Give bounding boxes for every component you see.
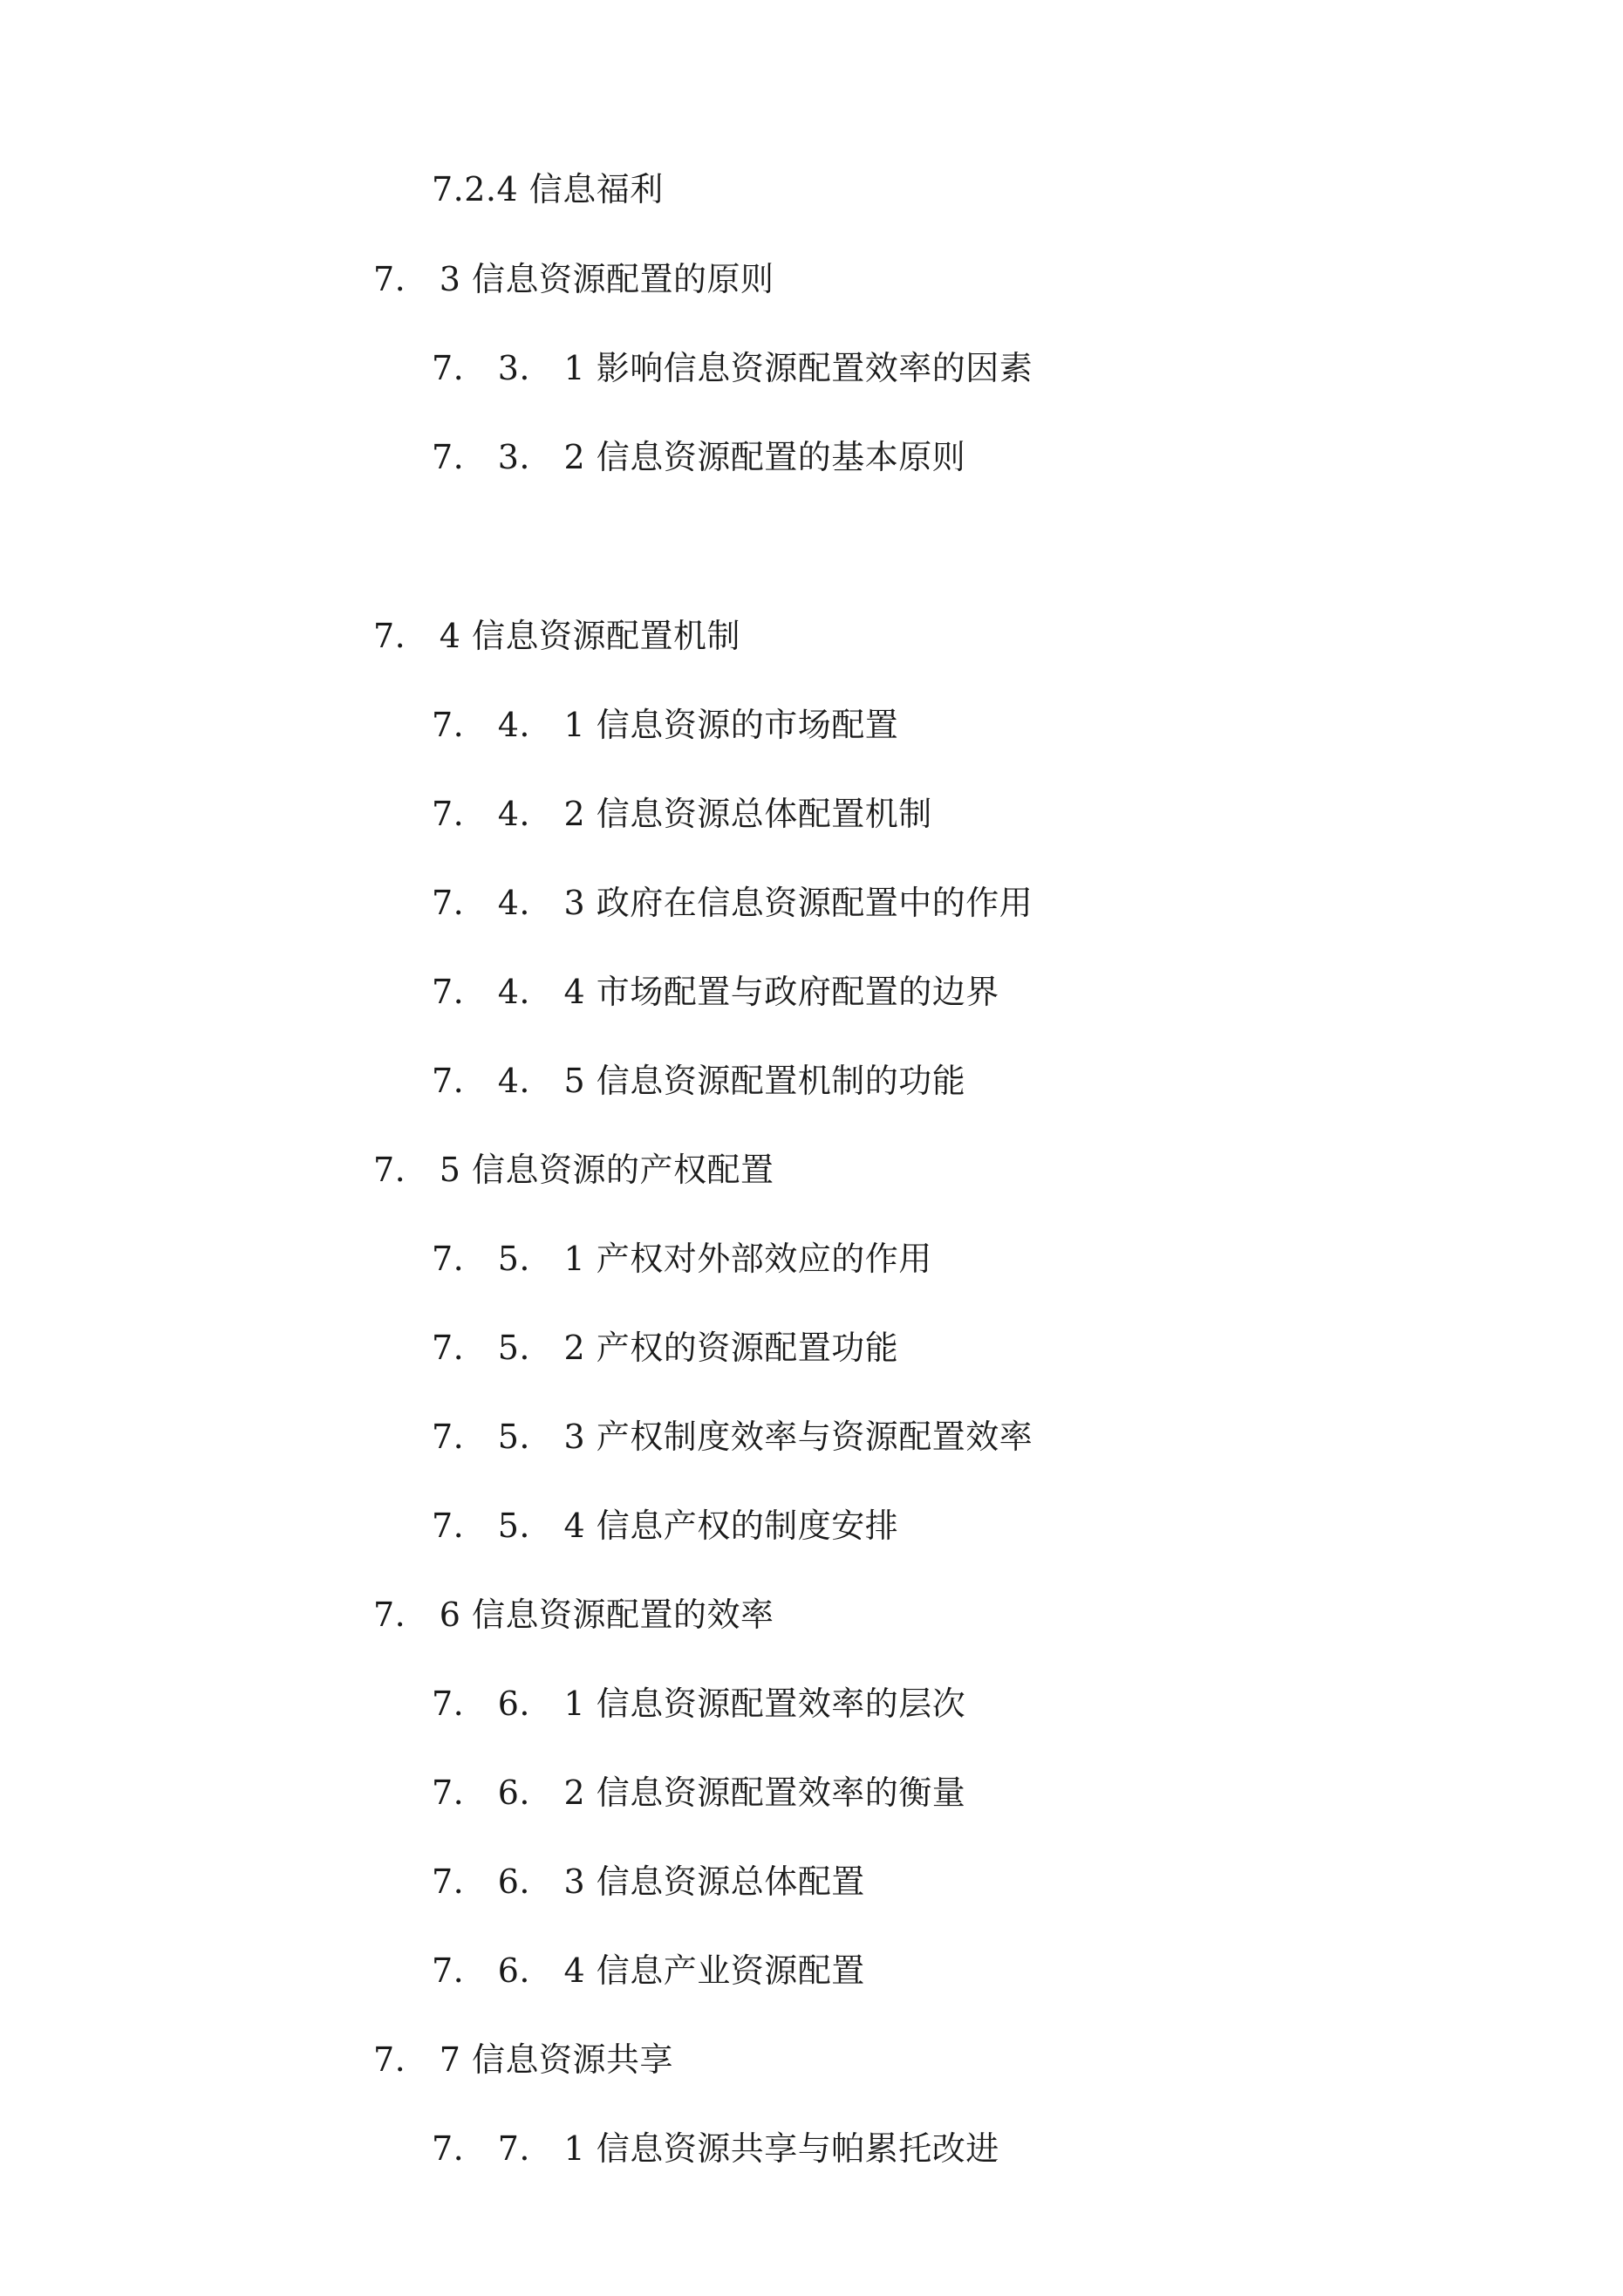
toc-entry-7-5-3: 7. 5. 3 产权制度效率与资源配置效率	[432, 1418, 1033, 1456]
toc-entry-7-3-1: 7. 3. 1 影响信息资源配置效率的因素	[432, 349, 1033, 387]
toc-entry-7-4-1: 7. 4. 1 信息资源的市场配置	[432, 706, 899, 744]
toc-entry-7-4-5: 7. 4. 5 信息资源配置机制的功能	[432, 1062, 966, 1100]
toc-entry-7-6-3: 7. 6. 3 信息资源总体配置	[432, 1862, 865, 1901]
toc-entry-7-5: 7. 5 信息资源的产权配置	[373, 1151, 774, 1189]
toc-entry-7-7: 7. 7 信息资源共享	[373, 2040, 674, 2079]
toc-entry-7-5-4: 7. 5. 4 信息产权的制度安排	[432, 1507, 899, 1545]
toc-entry-7-4-2: 7. 4. 2 信息资源总体配置机制	[432, 795, 932, 833]
toc-entry-7-6-1: 7. 6. 1 信息资源配置效率的层次	[432, 1684, 966, 1723]
toc-entry-7-6: 7. 6 信息资源配置的效率	[373, 1596, 774, 1634]
toc-entry-7-5-1: 7. 5. 1 产权对外部效应的作用	[432, 1240, 932, 1278]
toc-entry-7-2-4: 7.2.4 信息福利	[432, 170, 664, 208]
toc-entry-7-4-4: 7. 4. 4 市场配置与政府配置的边界	[432, 973, 999, 1011]
toc-entry-7-4: 7. 4 信息资源配置机制	[373, 617, 741, 655]
toc-entry-7-3-2: 7. 3. 2 信息资源配置的基本原则	[432, 438, 966, 476]
toc-entry-7-4-3: 7. 4. 3 政府在信息资源配置中的作用	[432, 884, 1033, 922]
toc-entry-7-3: 7. 3 信息资源配置的原则	[373, 260, 774, 298]
toc-entry-7-6-2: 7. 6. 2 信息资源配置效率的衡量	[432, 1773, 966, 1812]
toc-entry-7-6-4: 7. 6. 4 信息产业资源配置	[432, 1951, 865, 1990]
toc-entry-7-7-1: 7. 7. 1 信息资源共享与帕累托改进	[432, 2129, 999, 2168]
toc-entry-7-5-2: 7. 5. 2 产权的资源配置功能	[432, 1329, 899, 1367]
